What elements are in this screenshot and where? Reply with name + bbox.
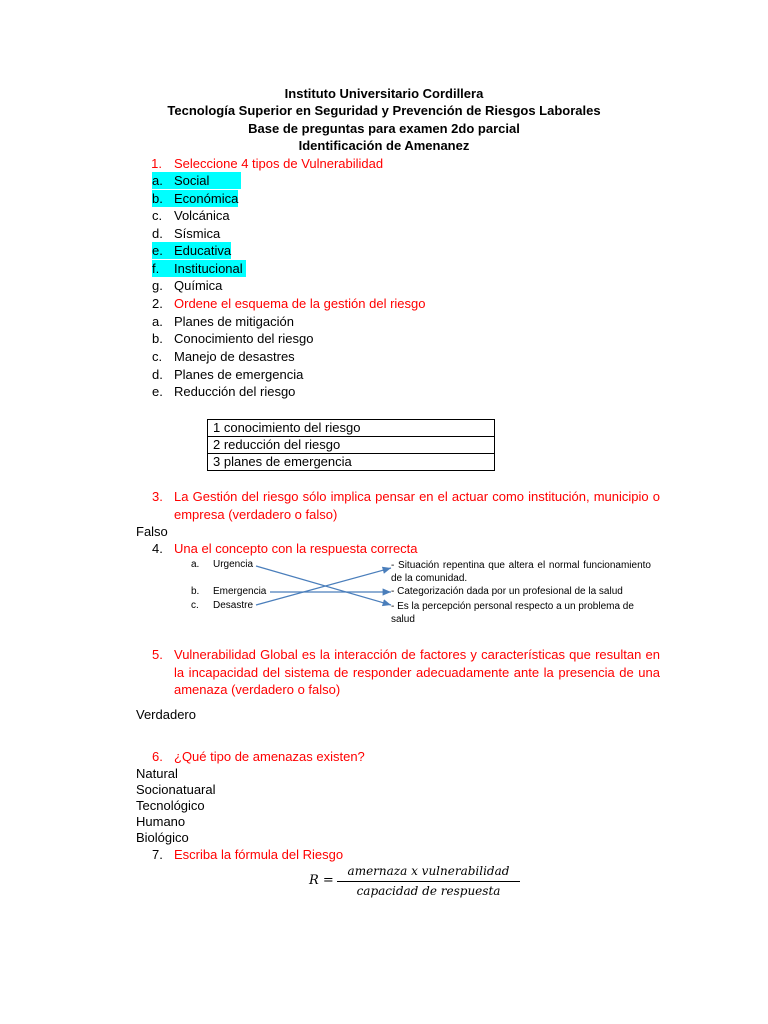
question-3-number: 3. [152,489,163,504]
program-title: Tecnología Superior en Seguridad y Prevención de Riesgos Laborales [167,103,601,118]
question-1-text: Seleccione 4 tipos de Vulnerabilidad [174,156,384,171]
topic-title: Identificación de Amenanez [298,138,470,153]
question-4-text: Una el concepto con la respuesta correcta [174,541,418,556]
fraction-bar [337,881,520,882]
institution-title: Instituto Universitario Cordillera [284,86,484,101]
option-text: Educativa [174,243,232,258]
match-concept: Desastre [213,600,254,611]
table-cell: 1 conocimiento del riesgo [208,420,495,437]
formula-numerator: amernaza x vulnerabilidad [347,864,510,878]
match-letter: c. [191,600,199,611]
question-5-answer: Verdadero [136,707,196,722]
option-text: Química [174,278,223,293]
option-text: Planes de emergencia [174,367,304,382]
option-letter: d. [152,226,163,241]
option-letter: e. [152,243,163,258]
match-definition: - Es la percepción personal respecto a un problema de salud [391,601,634,625]
question-6-number: 6. [152,749,163,764]
question-6-text: ¿Qué tipo de amenazas existen? [174,749,365,764]
option-text: Reducción del riesgo [174,384,296,399]
answer-list-item: Natural [136,766,178,781]
question-7-text: Escriba la fórmula del Riesgo [174,847,344,862]
question-3-text: La Gestión del riesgo sólo implica pensar en el actuar como institución, municipio o empresa (verdadero o falso) [174,489,660,522]
answer-list-item: Humano [136,814,186,829]
option-letter: c. [152,349,163,364]
question-4-number: 4. [152,541,163,556]
answer-list-item: Socionatuaral [136,782,216,797]
table-cell: 2 reducción del riesgo [208,437,495,454]
option-text: Económica [174,191,239,206]
question-5-number: 5. [152,647,163,662]
table-cell: 3 planes de emergencia [208,454,495,471]
option-letter: c. [152,208,163,223]
option-text: Conocimiento del riesgo [174,331,314,346]
option-text: Sísmica [174,226,221,241]
option-letter: b. [152,191,163,206]
option-text: Planes de mitigación [174,314,294,329]
option-letter: g. [152,278,163,293]
answer-list-item: Tecnológico [136,798,205,813]
question-5-text: Vulnerabilidad Global es la interacción de factores y características que resultan en la incapacidad del sistema de responder adecuadamente ante la presencia de una amenaza (verdadero o falso) [174,647,660,697]
formula-lhs: R = [309,873,334,888]
question-2-text: Ordene el esquema de la gestión del riesgo [174,296,426,311]
question-7-number: 7. [152,847,163,862]
match-definition: - Categorización dada por un profesional de la salud [391,586,623,597]
option-letter: d. [152,367,163,382]
match-concept: Urgencia [213,559,254,570]
exam-title: Base de preguntas para examen 2do parcial [248,121,520,136]
formula-denominator: capacidad de respuesta [356,884,501,898]
option-letter: f. [152,261,160,276]
match-letter: a. [191,559,200,570]
option-text: Institucional [174,261,243,276]
match-concept: Emergencia [213,586,267,597]
question-2-number: 2. [152,296,163,311]
option-letter: b. [152,331,163,346]
question-1-number: 1. [151,156,162,171]
option-letter: e. [152,384,163,399]
answer-list-item: Biológico [136,830,189,845]
option-text: Manejo de desastres [174,349,295,364]
match-definition: - Situación repentina que altera el normal funcionamiento de la comunidad. [391,560,651,584]
option-letter: a. [152,173,163,188]
option-text: Volcánica [174,208,230,223]
match-letter: b. [191,586,200,597]
option-text: Social [174,173,210,188]
option-letter: a. [152,314,163,329]
question-3-answer: Falso [136,524,168,539]
